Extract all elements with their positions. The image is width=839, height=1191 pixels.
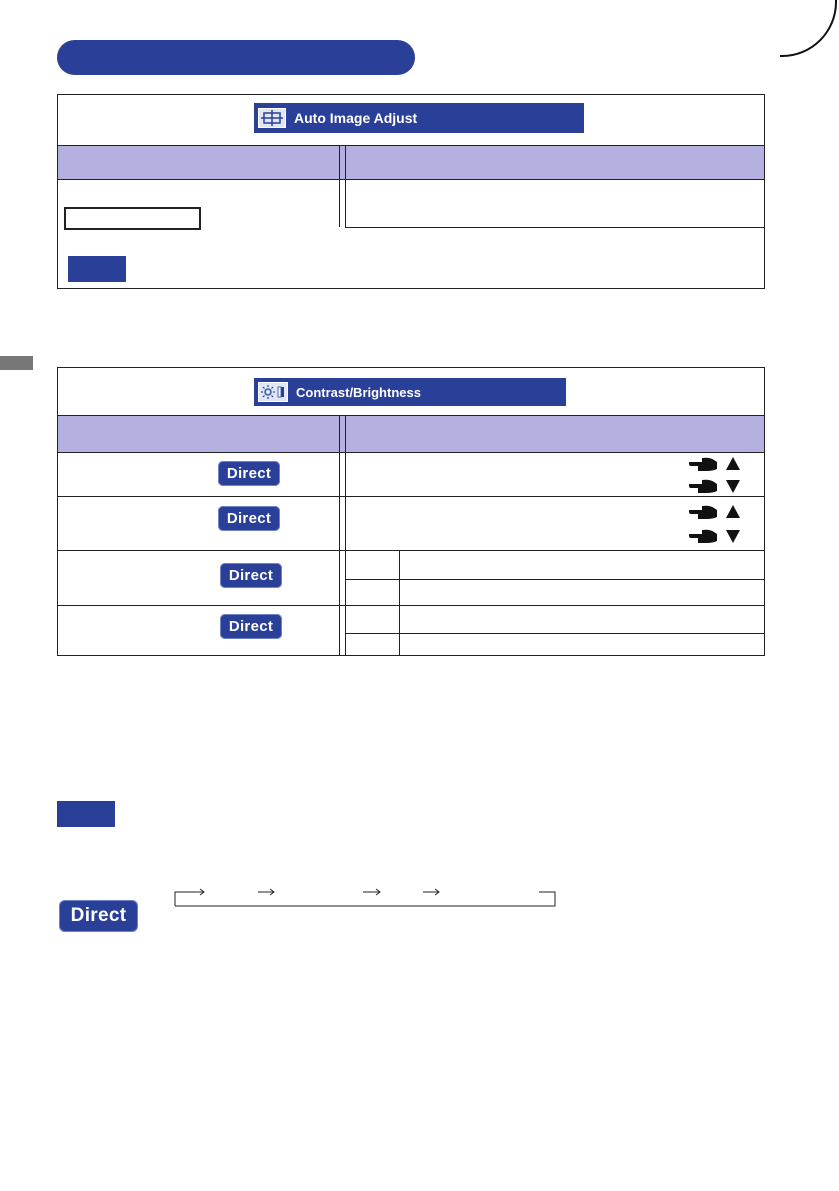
down-triangle-icon <box>726 530 740 543</box>
direct-badge: Direct <box>220 563 282 588</box>
contrast-brightness-table <box>57 367 765 656</box>
side-tab <box>0 356 33 370</box>
direct-badge: Direct <box>218 461 280 486</box>
column-divider <box>345 415 346 655</box>
cycle-diagram <box>170 884 560 910</box>
note-badge <box>57 801 115 827</box>
divider <box>58 415 764 416</box>
column-divider <box>345 145 346 227</box>
auto-image-adjust-menu-bar <box>254 103 584 133</box>
direct-badge: Direct <box>220 614 282 639</box>
divider <box>345 227 764 228</box>
up-triangle-icon <box>726 457 740 470</box>
key-outline-box <box>64 207 201 230</box>
contrast-brightness-menu-bar <box>254 378 566 406</box>
column-divider <box>339 145 340 227</box>
up-triangle-icon <box>726 505 740 518</box>
divider <box>58 550 764 551</box>
direct-key-badge: Direct <box>59 900 138 932</box>
divider <box>58 605 764 606</box>
pointing-hand-icon <box>688 478 718 494</box>
crop-mark <box>780 0 837 57</box>
divider <box>58 496 764 497</box>
divider <box>58 145 764 146</box>
pointing-hand-icon <box>688 456 718 472</box>
down-triangle-icon <box>726 480 740 493</box>
auto-image-adjust-title: Auto Image Adjust <box>294 110 418 126</box>
divider <box>58 452 764 453</box>
divider <box>345 633 764 634</box>
contrast-brightness-title: Contrast/Brightness <box>296 384 421 400</box>
pointing-hand-icon <box>688 504 718 520</box>
auto-table-header <box>58 145 764 179</box>
divider <box>345 579 764 580</box>
pointing-hand-icon <box>688 528 718 544</box>
direct-badge: Direct <box>218 506 280 531</box>
section-title-pill <box>57 40 415 75</box>
contrast-brightness-icon <box>258 382 288 402</box>
column-divider <box>339 415 340 655</box>
column-divider <box>399 550 400 655</box>
divider <box>58 179 764 180</box>
auto-adjust-icon <box>258 108 286 128</box>
contrast-table-header <box>58 415 764 452</box>
note-badge <box>68 256 126 282</box>
